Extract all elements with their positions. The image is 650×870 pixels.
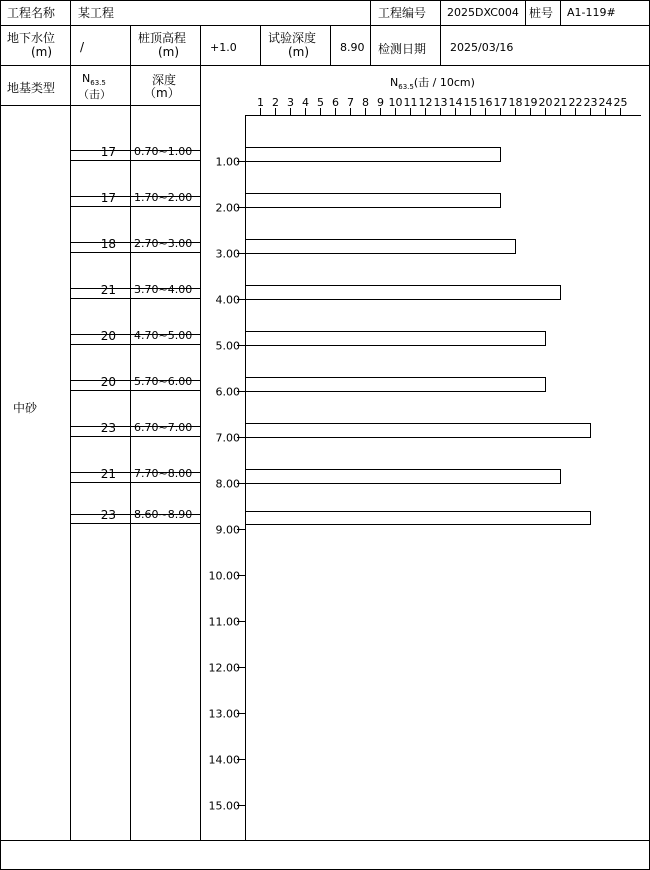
bar xyxy=(246,512,591,525)
bar xyxy=(246,378,546,392)
bar xyxy=(246,470,561,484)
y-tick-label: 6.00 xyxy=(215,385,240,399)
groundwater-value: / xyxy=(80,40,85,54)
depth-range: 0.70~1.00 xyxy=(134,145,193,158)
x-tick-label: 9 xyxy=(377,96,384,109)
n-value: 23 xyxy=(100,508,116,522)
n-value: 21 xyxy=(100,467,116,481)
chart-title-unit: (击 / 10cm) xyxy=(413,76,475,89)
n-value: 18 xyxy=(100,237,116,251)
n-value: 17 xyxy=(100,145,116,159)
y-tick-label: 8.00 xyxy=(215,477,240,491)
n-header-sub: 63.5 xyxy=(90,79,106,87)
n-value: 20 xyxy=(100,329,116,343)
bar xyxy=(246,148,501,162)
x-tick-label: 16 xyxy=(478,96,493,109)
depth-range: 1.70~2.00 xyxy=(134,191,193,204)
n-unit: （击） xyxy=(78,88,111,101)
n-value: 21 xyxy=(100,283,116,297)
test-depth-value: 8.90 xyxy=(340,41,365,54)
depth-unit: （m） xyxy=(144,86,180,100)
y-tick-label: 12.00 xyxy=(208,661,240,675)
depth-range: 4.70~5.00 xyxy=(134,329,193,342)
y-tick-label: 3.00 xyxy=(215,247,240,261)
y-tick-label: 13.00 xyxy=(208,707,240,721)
chart-title xyxy=(390,74,475,90)
x-tick-label: 3 xyxy=(287,96,294,109)
y-tick-label: 9.00 xyxy=(215,523,240,537)
project-name-value: 某工程 xyxy=(78,6,115,20)
depth-range: 7.70~8.00 xyxy=(134,467,193,480)
groundwater-unit: (m) xyxy=(31,45,53,59)
y-tick-label: 11.00 xyxy=(208,615,240,629)
x-tick-label: 15 xyxy=(463,96,478,109)
depth-range: 2.70~3.00 xyxy=(134,237,193,250)
depth-range: 3.70~4.00 xyxy=(134,283,193,296)
x-tick-label: 24 xyxy=(598,96,613,109)
bar xyxy=(246,286,561,300)
pile-top-label: 桩顶高程 xyxy=(138,31,187,45)
x-tick-label: 7 xyxy=(347,96,354,109)
y-tick-label: 4.00 xyxy=(215,293,240,307)
x-tick-label: 14 xyxy=(448,96,463,109)
test-date-label: 检测日期 xyxy=(378,42,427,56)
n-value: 20 xyxy=(100,375,116,389)
x-tick-label: 22 xyxy=(568,96,583,109)
x-tick-label: 2 xyxy=(272,96,279,109)
depth-range: 5.70~6.00 xyxy=(134,375,193,388)
x-tick-label: 17 xyxy=(493,96,508,109)
soil-type-value: 中砂 xyxy=(13,401,38,415)
x-tick-label: 8 xyxy=(362,96,369,109)
x-tick-label: 25 xyxy=(613,96,628,109)
chart-title-letter: N xyxy=(390,76,399,89)
x-tick-label: 5 xyxy=(317,96,324,109)
y-tick-label: 15.00 xyxy=(208,799,240,813)
test-depth-label: 试验深度 xyxy=(268,31,317,45)
y-tick-label: 2.00 xyxy=(215,201,240,215)
test-date-value: 2025/03/16 xyxy=(450,41,514,54)
n-header xyxy=(82,72,106,85)
bar xyxy=(246,332,546,346)
project-no-value: 2025DXC004 xyxy=(447,6,519,19)
n-value: 23 xyxy=(100,421,116,435)
depth-range: 8.60~8.90 xyxy=(134,508,193,521)
n-value: 17 xyxy=(100,191,116,205)
x-tick-label: 11 xyxy=(403,96,418,109)
y-tick-label: 10.00 xyxy=(208,569,240,583)
bar xyxy=(246,424,591,438)
y-tick-label: 5.00 xyxy=(215,339,240,353)
n-header-letter: N xyxy=(82,72,91,85)
project-no-label: 工程编号 xyxy=(378,6,427,20)
x-tick-label: 23 xyxy=(583,96,598,109)
pile-no-label: 桩号 xyxy=(529,6,554,20)
pile-top-unit: (m) xyxy=(158,45,180,59)
y-tick-label: 1.00 xyxy=(215,155,240,169)
groundwater-label: 地下水位 xyxy=(7,31,56,45)
soil-type-header: 地基类型 xyxy=(7,81,56,95)
x-tick-label: 1 xyxy=(257,96,264,109)
y-tick-label: 7.00 xyxy=(215,431,240,445)
x-tick-label: 19 xyxy=(523,96,538,109)
x-tick-label: 10 xyxy=(388,96,403,109)
x-tick-label: 12 xyxy=(418,96,433,109)
y-tick-label: 14.00 xyxy=(208,753,240,767)
bar xyxy=(246,194,501,208)
chart-title-sub: 63.5 xyxy=(398,83,414,91)
depth-header: 深度 xyxy=(152,73,177,87)
bar xyxy=(246,240,516,254)
pile-top-value: +1.0 xyxy=(210,41,237,54)
x-tick-label: 4 xyxy=(302,96,309,109)
x-tick-label: 20 xyxy=(538,96,553,109)
x-tick-label: 21 xyxy=(553,96,568,109)
x-tick-label: 18 xyxy=(508,96,523,109)
x-tick-label: 6 xyxy=(332,96,339,109)
pile-no-value: A1-119# xyxy=(567,6,616,19)
depth-range: 6.70~7.00 xyxy=(134,421,193,434)
x-tick-label: 13 xyxy=(433,96,448,109)
project-name-label: 工程名称 xyxy=(7,6,56,20)
test-depth-unit: (m) xyxy=(288,45,310,59)
